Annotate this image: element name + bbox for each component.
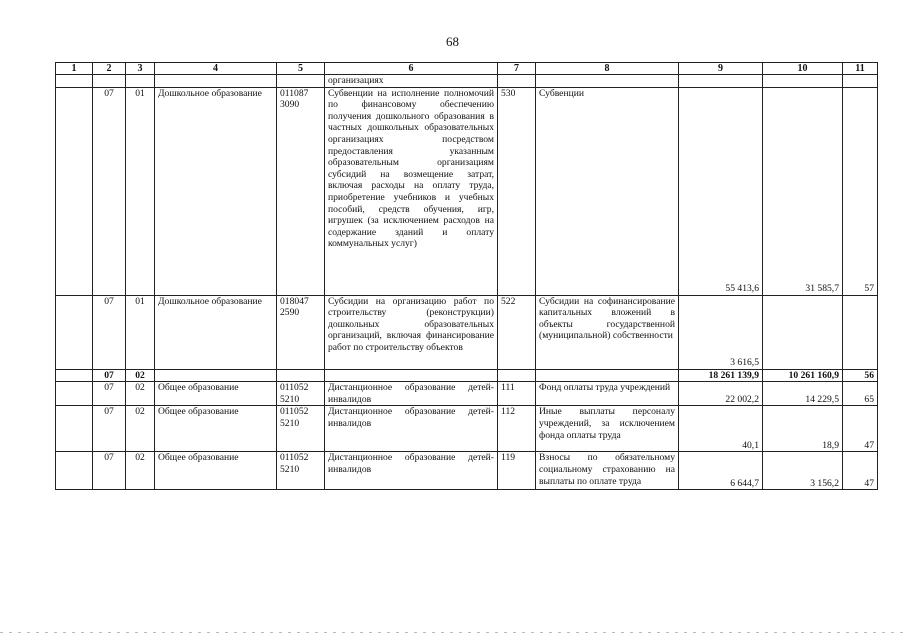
header-cell: 3 <box>126 63 155 75</box>
page-number: 68 <box>446 34 459 49</box>
table-cell-c8 <box>536 369 679 382</box>
table-cell-c3: 02 <box>126 452 155 490</box>
header-cell: 5 <box>277 63 325 75</box>
table-cell-c11: 47 <box>843 406 878 452</box>
header-cell: 10 <box>763 63 843 75</box>
table-cell-c6: организациях <box>325 75 498 88</box>
table-row <box>56 452 878 490</box>
table-cell-c10 <box>763 75 843 88</box>
table-cell-c1 <box>56 452 93 490</box>
table-cell-c4: Дошкольное образование <box>155 295 277 369</box>
table-cell-c10: 3 156,2 <box>763 452 843 490</box>
table-cell-c1 <box>56 295 93 369</box>
table-cell-c5: 011087 3090 <box>277 87 325 295</box>
table-cell-c7 <box>498 75 536 88</box>
header-cell: 7 <box>498 63 536 75</box>
table-cell-c7 <box>498 369 536 382</box>
table-cell-c1 <box>56 406 93 452</box>
table-cell-c9: 3 616,5 <box>679 295 763 369</box>
table-cell-c5: 011052 5210 <box>277 452 325 490</box>
table-cell-c11 <box>843 75 878 88</box>
table-header-row <box>56 63 878 75</box>
table-cell-c8: Субсидии на софинансирование капитальных вложений в объекты государственной (муниципальной) собственности <box>536 295 679 369</box>
table-row <box>56 295 878 369</box>
header-cell: 11 <box>843 63 878 75</box>
header-cell: 8 <box>536 63 679 75</box>
table-cell-c3: 02 <box>126 369 155 382</box>
budget-table <box>55 62 878 490</box>
table-cell-c2: 07 <box>93 382 126 406</box>
table-row <box>56 75 878 88</box>
table-cell-c9: 40,1 <box>679 406 763 452</box>
table-cell-c6: Субсидии на организацию работ по строительству (реконструкции) дошкольных образовательных организаций, включая финансирование работ по строительству объектов <box>325 295 498 369</box>
scan-artifact-line <box>0 632 905 633</box>
table-cell-c1 <box>56 369 93 382</box>
table-cell-c8: Субвенции <box>536 87 679 295</box>
table-cell-c7: 112 <box>498 406 536 452</box>
table-cell-c3: 02 <box>126 382 155 406</box>
table-cell-c11: 65 <box>843 382 878 406</box>
table-cell-c10: 31 585,7 <box>763 87 843 295</box>
table-cell-c9: 18 261 139,9 <box>679 369 763 382</box>
table-cell-c5 <box>277 369 325 382</box>
table-cell-c10: 18,9 <box>763 406 843 452</box>
table-cell-c6: Дистанционное образование детей-инвалидов <box>325 382 498 406</box>
table-cell-c9 <box>679 75 763 88</box>
table-cell-c9: 6 644,7 <box>679 452 763 490</box>
table-cell-c5: 018047 2590 <box>277 295 325 369</box>
table-cell-c8: Иные выплаты персоналу учреждений, за исключением фонда оплаты труда <box>536 406 679 452</box>
table-cell-c2: 07 <box>93 406 126 452</box>
table-cell-c1 <box>56 382 93 406</box>
table-cell-c8: Фонд оплаты труда учреждений <box>536 382 679 406</box>
table-cell-c4 <box>155 369 277 382</box>
table-cell-c10: 10 261 160,9 <box>763 369 843 382</box>
table-cell-c3: 02 <box>126 406 155 452</box>
header-cell: 9 <box>679 63 763 75</box>
table-cell-c5: 011052 5210 <box>277 382 325 406</box>
table-cell-c10 <box>763 295 843 369</box>
table-cell-c2: 07 <box>93 369 126 382</box>
table-cell-c7: 119 <box>498 452 536 490</box>
header-cell: 4 <box>155 63 277 75</box>
table-cell-c4: Общее образование <box>155 452 277 490</box>
table-cell-c7: 530 <box>498 87 536 295</box>
table-cell-c10: 14 229,5 <box>763 382 843 406</box>
table-cell-c5: 011052 5210 <box>277 406 325 452</box>
table-cell-c2 <box>93 75 126 88</box>
table-cell-c3: 01 <box>126 295 155 369</box>
table-cell-c3: 01 <box>126 87 155 295</box>
table-cell-c2: 07 <box>93 295 126 369</box>
table-cell-c4: Общее образование <box>155 382 277 406</box>
table-cell-c9: 55 413,6 <box>679 87 763 295</box>
header-cell: 1 <box>56 63 93 75</box>
table-row <box>56 87 878 295</box>
table-cell-c11: 57 <box>843 87 878 295</box>
table-cell-c11 <box>843 295 878 369</box>
table-cell-c6: Субвенции на исполнение полномочий по финансовому обеспечению получения дошкольного образования в частных дошкольных образовательных организациях посредством предоставления указанным образовательным организациям субсидий на возмещение затрат, включая расходы на оплату труда, приобретение учебников и учебных пособий, средств обучения, игр, игрушек (за исключением расходов на содержание зданий и оплату коммунальных услуг) <box>325 87 498 295</box>
table-cell-c11: 56 <box>843 369 878 382</box>
table-cell-c6 <box>325 369 498 382</box>
table-cell-c7: 111 <box>498 382 536 406</box>
table-row <box>56 369 878 382</box>
table-cell-c4: Общее образование <box>155 406 277 452</box>
table-cell-c8: Взносы по обязательному социальному страхованию на выплаты по оплате труда <box>536 452 679 490</box>
table-cell-c9: 22 002,2 <box>679 382 763 406</box>
table-cell-c2: 07 <box>93 452 126 490</box>
table-row <box>56 382 878 406</box>
table-cell-c7: 522 <box>498 295 536 369</box>
table-cell-c4: Дошкольное образование <box>155 87 277 295</box>
table-cell-c8 <box>536 75 679 88</box>
table-cell-c1 <box>56 87 93 295</box>
table-cell-c4 <box>155 75 277 88</box>
table-cell-c5 <box>277 75 325 88</box>
table-cell-c11: 47 <box>843 452 878 490</box>
table-cell-c2: 07 <box>93 87 126 295</box>
table-cell-c6: Дистанционное образование детей-инвалидов <box>325 406 498 452</box>
header-cell: 2 <box>93 63 126 75</box>
table-cell-c6: Дистанционное образование детей-инвалидов <box>325 452 498 490</box>
table-cell-c1 <box>56 75 93 88</box>
table-cell-c3 <box>126 75 155 88</box>
header-cell: 6 <box>325 63 498 75</box>
table-row <box>56 406 878 452</box>
